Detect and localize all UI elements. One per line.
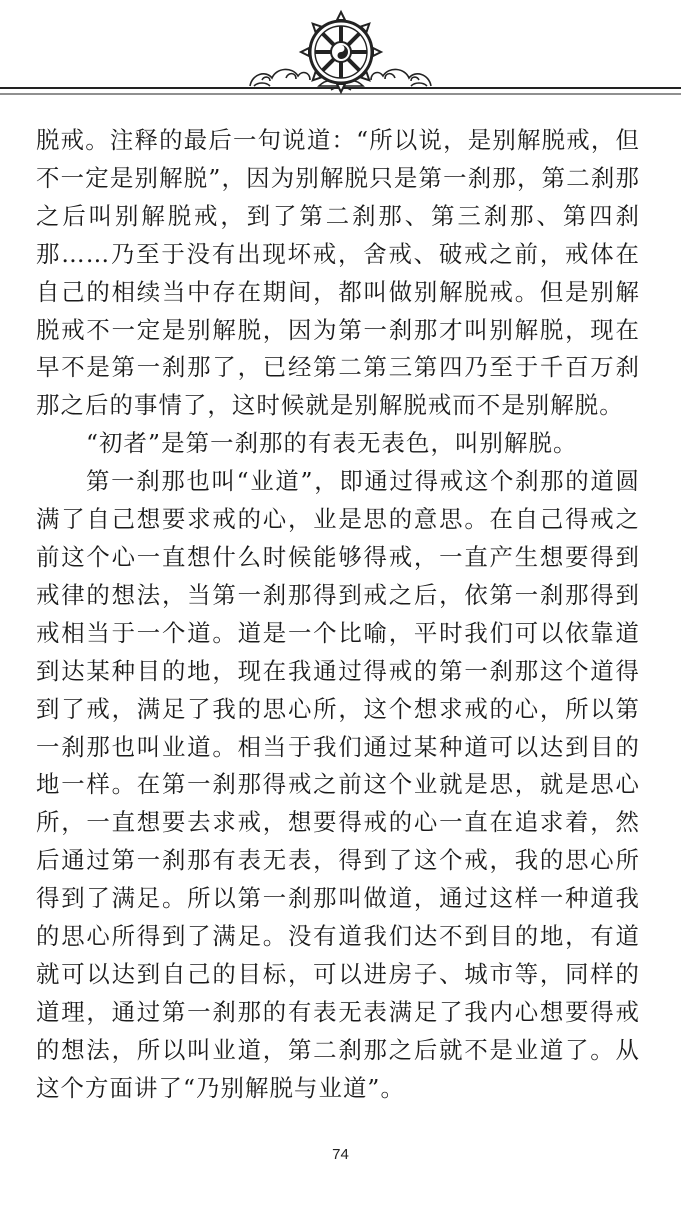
left-cloud-icon	[250, 69, 310, 86]
page-number: 74	[332, 1146, 349, 1163]
paragraph-3: 第一刹那也叫“业道”，即通过得戒这个刹那的道圆满了自己想要求戒的心，业是思的意思。在自己得戒之前这个心一直想什么时候能够得戒，一直产生想要得到戒律的想法，当第一刹那得到戒之后，依第一刹那得到戒相当于一个道。道是一个比喻，平时我们可以依靠道到达某种目的地，现在我通过得戒的第一刹那这个道得到了戒，满足了我的思心所，这个想求戒的心，所以第一刹那也叫业道。相当于我们通过某种道可以达到目的地一样。在第一刹那得戒之前这个业就是思，就是思心所，一直想要去求戒，想要得戒的心一直在追求着，然后通过第一刹那有表无表，得到了这个戒，我的思心所得到了满足。所以第一刹那叫做道，通过这样一种道我的思心所得到了满足。没有道我们达不到目的地，有道就可以达到自己的目标，可以进房子、城市等，同样的道理，通过第一刹那的有表无表满足了我内心想要得戒的想法，所以叫业道，第二刹那之后就不是业道了。从这个方面讲了“乃别解脱与业道”。	[36, 467, 640, 1102]
right-cloud-icon	[371, 69, 431, 86]
header-ornament	[0, 0, 681, 110]
paragraph-1: 脱戒。注释的最后一句说道：“所以说，是别解脱戒，但不一定是别解脱”，因为别解脱只是第一刹那，第二刹那之后叫别解脱戒，到了第二刹那、第三刹那、第四刹那……乃至于没有出现坏戒，舍戒、破戒之前，戒体在自己的相续当中存在期间，都叫做别解脱戒。但是别解脱戒不一定是别解脱，因为第一刹那才叫别解脱，现在早不是第一刹那了，已经第二第三第四乃至于千百万刹那之后的事情了，这时候就是别解脱戒而不是别解脱。	[36, 126, 640, 420]
page-header	[0, 0, 681, 110]
dharma-wheel-icon	[301, 12, 381, 92]
paragraph-2: “初者”是第一刹那的有表无表色，叫别解脱。	[86, 429, 578, 458]
body-text	[36, 122, 640, 1108]
